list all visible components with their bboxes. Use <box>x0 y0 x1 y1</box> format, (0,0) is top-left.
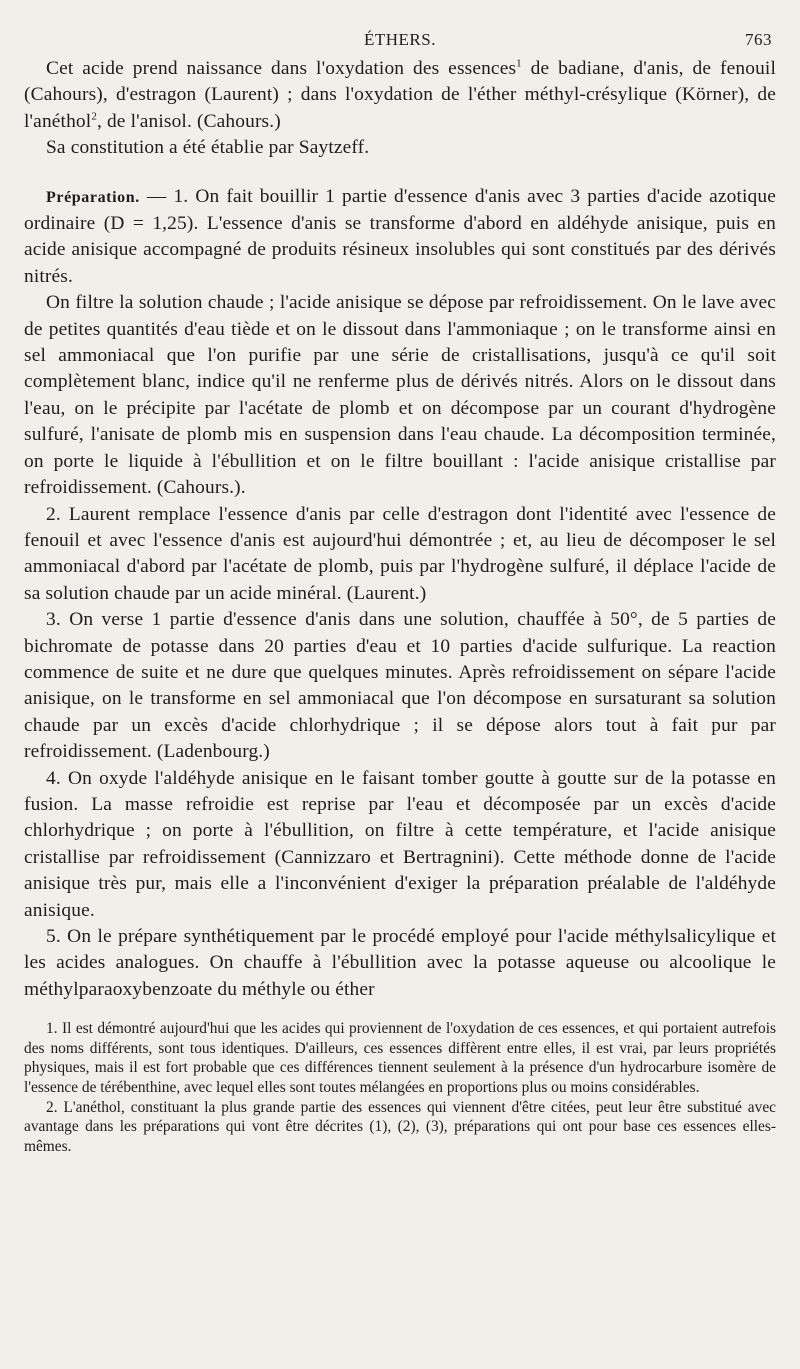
paragraph: 5. On le prépare synthétiquement par le procédé employé pour l'acide méthylsalicylique et les acides analogues. On chauffe à l'ébullition avec la potasse aqueuse ou alcoolique le méthylparaoxybenzoate du méthyle ou éther <box>24 926 776 1000</box>
running-header <box>24 30 776 56</box>
paragraph: 2. Laurent remplace l'essence d'anis par celle d'estragon dont l'identité avec l'essence de fenouil et avec l'essence d'anis est aujourd'hui démontrée ; et, au lieu de décomposer le sel ammoniacal d'abord par l'acétate de plomb, puis par l'hydrogène sulfuré, il déplace l'acide de sa solution chaude par un acide minéral. (Laurent.) <box>24 503 776 604</box>
section-lead: Préparation. <box>46 188 140 206</box>
footnotes <box>24 1019 776 1156</box>
page-number: 763 <box>745 30 772 49</box>
paragraph: On filtre la solution chaude ; l'acide anisique se dépose par refroidissement. On le lave avec de petites quantités d'eau tiède et on le dissout dans l'ammoniaque ; on le transforme ainsi en sel ammoniacal que l'on purifie par une série de cristallisations, jusqu'à ce qu'il soit complètement blanc, indice qu'il ne renferme plus de dérivés nitrés. Alors on le dissout dans l'eau, on le précipite par l'acétate de plomb et on décompose par un courant d'hydrogène sulfuré, l'anisate de plomb mis en suspension dans l'eau chaude. La décomposition terminée, on porte le liquide à l'ébullition et on le filtre bouillant : l'acide anisique cristallise par refroidissement. (Cahours.). <box>24 292 776 499</box>
footnote: 1. Il est démontré aujourd'hui que les acides qui proviennent de l'oxydation de ces essences, et qui portaient autrefois des noms différents, sont tous identiques. D'ailleurs, ces essences diffèrent entre elles, il est vrai, par leurs propriétés physiques, mais il est fort probable que ces différences tiennent seulement à la présence d'un hydrocarbure isomère de l'essence de térébenthine, avec lequel elles sont toutes mélangées en proportions plus ou moins considérables. <box>24 1020 776 1096</box>
document-page <box>24 30 776 1156</box>
paragraph: Sa constitution a été établie par Saytzeff. <box>46 137 370 159</box>
paragraph: Cet acide prend naissance dans l'oxydation des essences$^1$ de badiane, d'anis, de fenouil (Cahours), d'estragon (Laurent) ; dans l'oxydation de l'éther méthyl-crésylique (Körner), de l'anéthol$^2$, de l'anisol. (Cahours.) <box>24 57 776 132</box>
paragraph: 3. On verse 1 partie d'essence d'anis dans une solution, chauffée à 50°, de 5 parties de bichromate de potasse dans 20 parties d'eau et 10 parties d'acide sulfurique. La reaction commence de suite et ne dure que quelques minutes. Après refroidissement on sépare l'acide anisique, on le transforme en sel ammoniacal que l'on décompose en sursaturant sa solution chaude par un excès d'acide chlorhydrique ; il se dépose alors tout à fait pur par refroidissement. (Ladenbourg.) <box>24 609 776 763</box>
paragraph: 4. On oxyde l'aldéhyde anisique en le faisant tomber goutte à goutte sur de la potasse en fusion. La masse refroidie est reprise par l'eau et décomposée par un excès d'acide chlorhydrique ; on porte à l'ébullition, on filtre à cette température, et l'acide anisique cristallise par refroidissement (Cannizzaro et Bertragnini). Cette méthode donne de l'acide anisique très pur, mais elle a l'inconvénient d'exiger la préparation préalable de l'aldéhyde anisique. <box>24 767 776 921</box>
footnote-ref: 2 <box>91 110 97 123</box>
body-text <box>24 56 776 1003</box>
footnote-ref: 1 <box>516 57 522 70</box>
preparation-paragraph-1: Préparation. — 1. On fait bouillir 1 partie d'essence d'anis avec 3 parties d'acide azotique ordinaire (D = 1,25). L'essence d'anis se transforme d'abord en aldéhyde anisique, puis en acide anisique accompagné de produits résineux insolubles qui sont constitués par des dérivés nitrés. <box>24 185 777 287</box>
footnote: 2. L'anéthol, constituant la plus grande partie des essences qui viennent d'être citées, peut leur être substitué avec avantage dans les préparations qui vont être décrites (1), (2), (3), préparations qui ont pour base ces essences elles-mêmes. <box>24 1098 776 1155</box>
running-title: ÉTHERS. <box>364 30 436 49</box>
